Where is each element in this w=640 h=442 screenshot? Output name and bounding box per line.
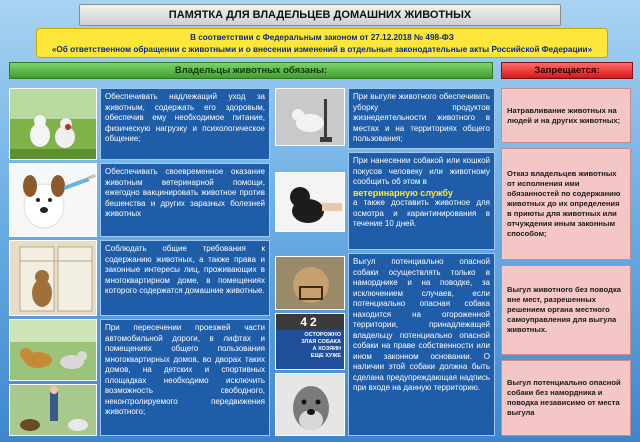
photo-dog-cleanup (275, 88, 345, 146)
prohibited-no-muzzle: Выгул потенциально опасной собаки без намордника и поводка независимо от места выгула (501, 360, 631, 436)
prohibited-header: Запрещается: (501, 62, 633, 79)
obligations-header: Владельцы животных обязаны: (9, 62, 493, 79)
photo-dog-muzzle (275, 256, 345, 310)
bite-report-text-b: а также доставить животное для осмотра и карантинирования в течение 10 дней. (353, 198, 490, 228)
obligation-bite-report (348, 152, 495, 250)
bite-report-text-a: При нанесении собакой или кошкой покусов человеку или животному сообщить об этом в (353, 156, 490, 186)
warning-sign (275, 313, 345, 370)
sign-text-1: ОСТОРОЖНО (304, 332, 341, 338)
obligation-cleanup: При выгуле животного обеспечивать уборку продуктов жизнедеятельности животного в местах и на территориях общего пользования; (348, 88, 495, 149)
law-reference (36, 28, 608, 58)
obligation-crossing: При пересечении проезжей части автомобильной дороги, в лифтах и помещениях общего пользования многоквартирных домов, во дворах таких домов, на детских и спортивных площадках необходимо исключить возможность свободного, неконтролируемого передвижения животного; (100, 319, 270, 436)
sign-number: 42 (276, 314, 344, 330)
sign-text-2: ЗЛАЯ СОБАКА (301, 339, 341, 345)
photo-dogs-walking (9, 319, 97, 381)
law-line-2: «Об ответственном обращении с животными и о внесении изменений в отдельные законодательные акты Российской Федерации» (51, 45, 593, 54)
photo-schnauzer (275, 373, 345, 436)
law-line-1: В соответствии с Федеральным законом от 27.12.2018 № 498-ФЗ (190, 33, 454, 42)
poster-title: ПАМЯТКА ДЛЯ ВЛАДЕЛЬЦЕВ ДОМАШНИХ ЖИВОТНЫХ (79, 4, 561, 26)
photo-dog-vaccination (9, 163, 97, 237)
photo-owner-with-dogs (9, 384, 97, 436)
prohibited-unleashed: Выгул животного без поводка вне мест, разрешенных решением органа местного самоуправления для выгула животных. (501, 265, 631, 355)
vet-service-highlight: ветеринарную службу (353, 187, 453, 198)
obligation-housing: Соблюдать общие требования к содержанию животных, а также права и законные интересы лиц, проживающих в многоквартирном доме, в помещениях которого содержатся домашние животные. (100, 240, 270, 316)
prohibited-setting-on: Натравливание животных на людей и на других животных; (501, 88, 631, 143)
photo-dogs-on-grass (9, 88, 97, 160)
photo-dog-bite (275, 172, 345, 232)
obligation-care: Обеспечивать надлежащий уход за животным, содержать его здоровым, обеспечив ему необходимое питание, физическую нагрузку и психологическое общение; (100, 88, 270, 160)
obligation-vet-care: Обеспечивать своевременное оказание животным ветеринарной помощи, ежегодно вакцинировать животное против бешенства и других заразных болезней животных (100, 163, 270, 237)
obligation-dangerous-dog: Выгул потенциально опасной собаки осуществлять только в наморднике и на поводке, за исключением случаев, если потенциально опасная собака находится на огороженной территории, принадлежащей владельцу потенциально опасной собаки на праве собственности или ином законном основании. О наличии этой собаки должна быть сделана предупреждающая надпись при входе на данную территорию. (348, 253, 495, 436)
sign-text-4: ЕЩЕ ХУЖЕ (310, 353, 341, 359)
prohibited-abandonment: Отказ владельцев животных от исполнения ими обязанностей по содержанию животных до их определения в приюты для животных или отчуждения иным законным способом; (501, 148, 631, 260)
sign-text-3: А ХОЗЯИН (312, 346, 341, 352)
photo-dog-at-door (9, 240, 97, 316)
